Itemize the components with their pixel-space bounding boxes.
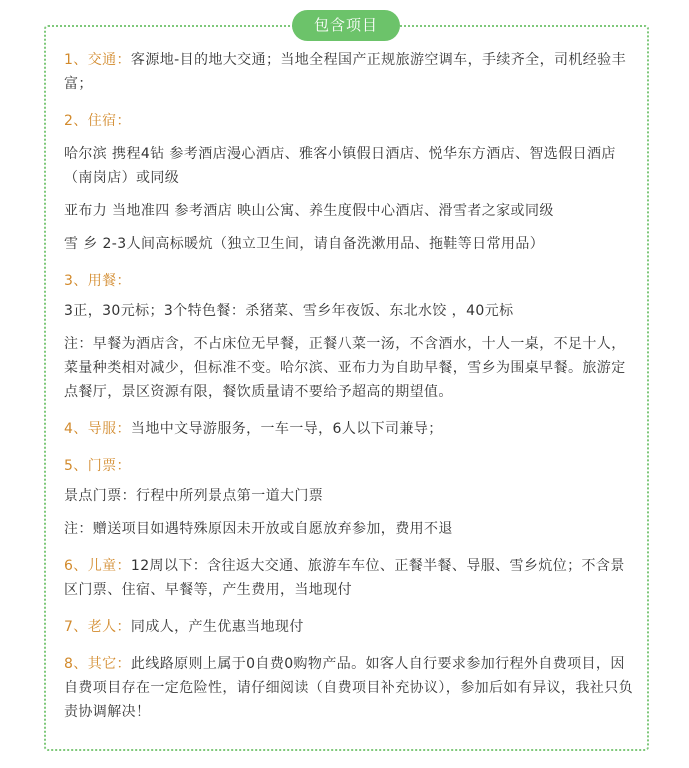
section-meals <box>64 269 636 404</box>
section-tickets <box>64 454 636 541</box>
section-transport <box>64 48 636 96</box>
children-label: 6、儿童： <box>64 558 131 574</box>
section-children <box>64 554 636 602</box>
seniors-text: 同成人，产生优惠当地现付 <box>130 619 304 635</box>
tickets-label: 5、门票： <box>64 458 131 474</box>
transport-text: 客源地-目的地大交通；当地全程国产正规旅游空调车，手续齐全，司机经验丰富； <box>64 52 626 92</box>
accommodation-xuexiang: 雪 乡 2-3人间高标暖炕（独立卫生间，请自备洗漱用品、拖鞋等日常用品） <box>64 236 545 252</box>
section-seniors <box>64 615 636 639</box>
included-items-list <box>64 48 636 724</box>
section-accommodation <box>64 109 636 256</box>
tickets-note: 注：赠送项目如遇特殊原因未开放或自愿放弃参加，费用不退 <box>64 521 453 537</box>
guide-text: 当地中文导游服务，一车一导，6人以下司兼导； <box>130 421 443 437</box>
meals-standard: 3正，30元标；3个特色餐：杀猪菜、雪乡年夜饭、东北水饺 ，40元标 <box>64 303 514 319</box>
meals-note: 注：早餐为酒店含，不占床位无早餐，正餐八菜一汤，不含酒水，十人一桌，不足十人，菜量种类相对减少，但标准不变。哈尔滨、亚布力为自助早餐，雪乡为围桌早餐。旅游定点餐厅，景区资源有限，餐饮质量请不要给予超高的期望值。 <box>64 336 626 400</box>
tickets-text: 景点门票：行程中所列景点第一道大门票 <box>64 488 324 504</box>
other-label: 8、其它： <box>64 656 131 672</box>
section-other <box>64 652 636 724</box>
section-guide <box>64 417 636 441</box>
seniors-label: 7、老人： <box>64 619 131 635</box>
other-text: 此线路原则上属于0自费0购物产品。如客人自行要求参加行程外自费项目，因自费项目存在一定危险性，请仔细阅读（自费项目补充协议），参加后如有异议，我社只负责协调解决！ <box>64 656 633 720</box>
guide-label: 4、导服： <box>64 421 131 437</box>
transport-label: 1、交通： <box>64 52 131 68</box>
section-title-badge: 包含项目 <box>292 10 400 41</box>
accommodation-harbin: 哈尔滨 携程4钻 参考酒店漫心酒店、雅客小镇假日酒店、悦华东方酒店、智选假日酒店（南岗店）或同级 <box>64 146 616 186</box>
meals-label: 3、用餐： <box>64 273 131 289</box>
accommodation-yabuli: 亚布力 当地准四 参考酒店 映山公寓、养生度假中心酒店、滑雪者之家或同级 <box>64 203 554 219</box>
accommodation-label: 2、住宿： <box>64 113 131 129</box>
children-text: 12周以下：含往返大交通、旅游车车位、正餐半餐、导服、雪乡炕位；不含景区门票、住宿、早餐等，产生费用，当地现付 <box>64 558 625 598</box>
